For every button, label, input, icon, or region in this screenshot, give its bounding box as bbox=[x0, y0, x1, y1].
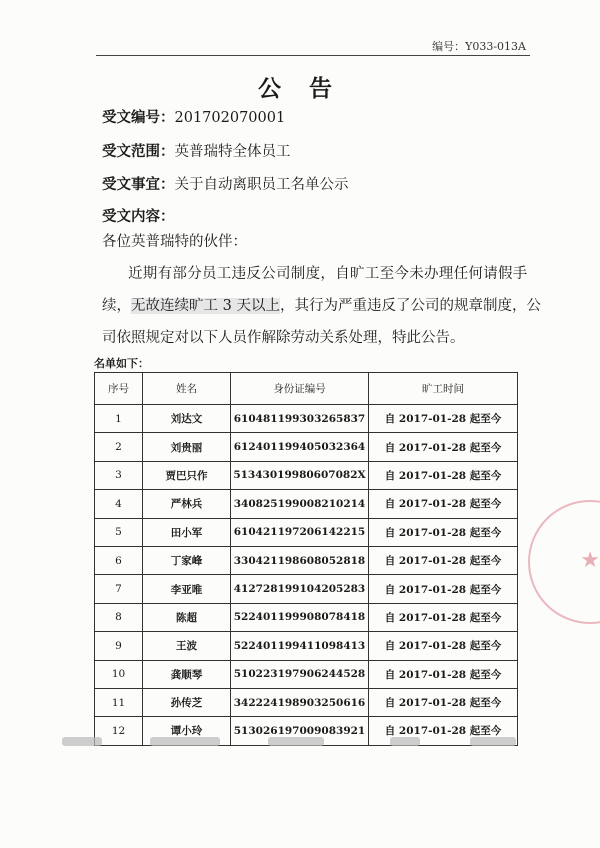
table-row bbox=[95, 490, 518, 518]
row-id-number: 612401199405032364 bbox=[231, 433, 369, 461]
row-index: 10 bbox=[95, 660, 143, 688]
table-row bbox=[95, 575, 518, 603]
row-index: 7 bbox=[95, 575, 143, 603]
header-divider bbox=[96, 55, 530, 56]
row-name: 刘达文 bbox=[143, 405, 231, 433]
row-id-number: 340825199008210214 bbox=[231, 490, 369, 518]
row-absence-time: 自 2017-01-28 起至今 bbox=[369, 546, 518, 574]
table-header-row bbox=[95, 373, 518, 405]
row-index: 6 bbox=[95, 546, 143, 574]
redacted-mark bbox=[470, 737, 516, 746]
row-name: 龚顺琴 bbox=[143, 660, 231, 688]
row-absence-time: 自 2017-01-28 起至今 bbox=[369, 405, 518, 433]
table-row bbox=[95, 461, 518, 489]
row-id-number: 513026197009083921 bbox=[231, 717, 369, 745]
table-row bbox=[95, 632, 518, 660]
row-id-number: 412728199104205283 bbox=[231, 575, 369, 603]
redacted-mark bbox=[268, 737, 324, 746]
row-index: 9 bbox=[95, 632, 143, 660]
body-line-1: 近期有部分员工违反公司制度，自旷工至今未办理任何请假手 bbox=[128, 266, 528, 282]
row-absence-time: 自 2017-01-28 起至今 bbox=[369, 660, 518, 688]
table-row bbox=[95, 518, 518, 546]
table-row bbox=[95, 660, 518, 688]
row-id-number: 610481199303265837 bbox=[231, 405, 369, 433]
list-label: 名单如下： bbox=[94, 357, 149, 370]
field-scope bbox=[102, 140, 291, 161]
row-absence-time: 自 2017-01-28 起至今 bbox=[369, 490, 518, 518]
redacted-mark bbox=[390, 737, 420, 746]
row-name: 李亚唯 bbox=[143, 575, 231, 603]
field-value: 关于自动离职员工名单公示 bbox=[174, 177, 349, 193]
row-absence-time: 自 2017-01-28 起至今 bbox=[369, 575, 518, 603]
document-number: 编号：Y033-013A bbox=[432, 40, 526, 53]
field-doc-number bbox=[102, 106, 285, 127]
employee-table bbox=[94, 372, 518, 746]
row-name: 孙传芝 bbox=[143, 688, 231, 716]
row-index: 12 bbox=[95, 717, 143, 745]
row-name: 谭小玲 bbox=[143, 717, 231, 745]
body-line-2-pre: 续， bbox=[102, 298, 131, 314]
row-index: 8 bbox=[95, 603, 143, 631]
field-value: 201702070001 bbox=[174, 110, 286, 126]
body-line-3: 司依照规定对以下人员作解除劳动关系处理，特此公告。 bbox=[102, 330, 465, 346]
field-content bbox=[102, 205, 175, 226]
row-absence-time: 自 2017-01-28 起至今 bbox=[369, 717, 518, 745]
field-label: 受文内容： bbox=[102, 209, 175, 225]
field-value: 英普瑞特全体员工 bbox=[174, 144, 291, 160]
row-absence-time: 自 2017-01-28 起至今 bbox=[369, 632, 518, 660]
row-absence-time: 自 2017-01-28 起至今 bbox=[369, 461, 518, 489]
header-id-number: 身份证编号 bbox=[231, 373, 369, 405]
row-id-number: 522401199411098413 bbox=[231, 632, 369, 660]
row-id-number: 330421198608052818 bbox=[231, 546, 369, 574]
row-name: 陈超 bbox=[143, 603, 231, 631]
field-label: 受文编号： bbox=[102, 110, 175, 126]
row-index: 11 bbox=[95, 688, 143, 716]
row-name: 贾巴只作 bbox=[143, 461, 231, 489]
header-index: 序号 bbox=[95, 373, 143, 405]
body-line-2-post: ，其行为严重违反了公司的规章制度，公 bbox=[279, 298, 541, 314]
row-id-number: 610421197206142215 bbox=[231, 518, 369, 546]
row-name: 王波 bbox=[143, 632, 231, 660]
row-index: 3 bbox=[95, 461, 143, 489]
row-index: 2 bbox=[95, 433, 143, 461]
row-absence-time: 自 2017-01-28 起至今 bbox=[369, 433, 518, 461]
row-name: 刘贵丽 bbox=[143, 433, 231, 461]
header-absence-time: 旷工时间 bbox=[369, 373, 518, 405]
table-row bbox=[95, 546, 518, 574]
field-label: 受文范围： bbox=[102, 144, 175, 160]
table-row bbox=[95, 603, 518, 631]
row-index: 5 bbox=[95, 518, 143, 546]
seal-star-icon: ★ bbox=[580, 548, 600, 573]
row-absence-time: 自 2017-01-28 起至今 bbox=[369, 518, 518, 546]
table-row bbox=[95, 405, 518, 433]
redacted-mark bbox=[150, 737, 220, 746]
row-index: 1 bbox=[95, 405, 143, 433]
redacted-mark bbox=[62, 737, 102, 746]
row-name: 丁家峰 bbox=[143, 546, 231, 574]
row-absence-time: 自 2017-01-28 起至今 bbox=[369, 688, 518, 716]
page-title: 公 告 bbox=[257, 76, 342, 102]
row-absence-time: 自 2017-01-28 起至今 bbox=[369, 603, 518, 631]
header-name: 姓名 bbox=[143, 373, 231, 405]
row-id-number: 522401199908078418 bbox=[231, 603, 369, 631]
row-name: 田小军 bbox=[143, 518, 231, 546]
row-name: 严林兵 bbox=[143, 490, 231, 518]
row-id-number: 342224198903250616 bbox=[231, 688, 369, 716]
field-subject bbox=[102, 173, 349, 194]
row-index: 4 bbox=[95, 490, 143, 518]
table-row bbox=[95, 433, 518, 461]
table-row bbox=[95, 688, 518, 716]
field-label: 受文事宜： bbox=[102, 177, 175, 193]
row-id-number: 510223197906244528 bbox=[231, 660, 369, 688]
greeting: 各位英普瑞特的伙伴： bbox=[102, 234, 247, 250]
body-highlight: 无故连续旷工 3 天以上 bbox=[131, 298, 280, 314]
row-id-number: 51343019980607082X bbox=[231, 461, 369, 489]
body-line-2 bbox=[102, 290, 541, 322]
